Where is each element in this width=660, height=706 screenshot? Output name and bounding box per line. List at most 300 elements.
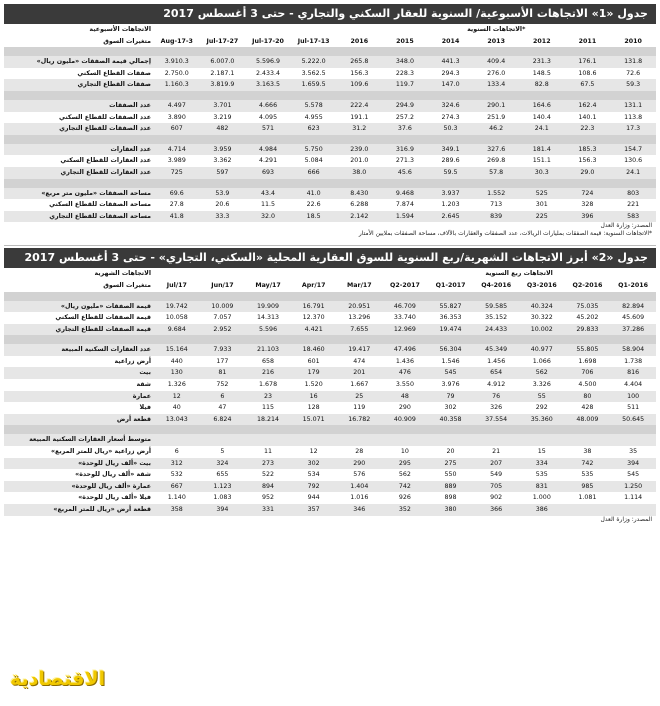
table-cell: 1.066 bbox=[532, 357, 551, 365]
table-cell: 16 bbox=[291, 391, 337, 403]
table-cell: 29.0 bbox=[565, 167, 611, 179]
table-cell: 108.6 bbox=[578, 69, 597, 77]
table-cell: 16.782 bbox=[337, 414, 383, 426]
table-row bbox=[4, 56, 656, 68]
table-cell: 522 bbox=[262, 471, 275, 479]
row-label: قيمة الصفقات للقطاع السكني bbox=[55, 314, 151, 322]
table-cell: 48 bbox=[382, 391, 428, 403]
row-label: مساحة الصفقات للقطاع السكني bbox=[49, 201, 151, 209]
table-cell: 1.667 bbox=[350, 381, 369, 389]
table-cell: 15.164 bbox=[154, 344, 200, 356]
table-cell: 15 bbox=[537, 448, 546, 456]
table-row bbox=[4, 199, 656, 211]
table-cell bbox=[337, 434, 383, 446]
table-cell: 37.286 bbox=[610, 324, 656, 336]
table-cell: 8.430 bbox=[337, 188, 383, 200]
table-cell: 82.894 bbox=[610, 301, 656, 313]
table-cell: 30.3 bbox=[519, 167, 565, 179]
table-row bbox=[4, 79, 656, 91]
table-cell: 894 bbox=[245, 481, 291, 493]
table-cell: 18.460 bbox=[291, 344, 337, 356]
table-cell: 58.904 bbox=[610, 344, 656, 356]
table-cell: 29.833 bbox=[565, 324, 611, 336]
table-cell: 239.0 bbox=[337, 144, 383, 156]
table-cell: 119 bbox=[353, 404, 366, 412]
table-cell: 37.6 bbox=[382, 123, 428, 135]
table-cell: 276.0 bbox=[487, 69, 506, 77]
table-cell: 271.3 bbox=[395, 157, 414, 165]
table-cell: 725 bbox=[154, 167, 200, 179]
row-label: شقة bbox=[136, 381, 151, 389]
table-cell: 7.057 bbox=[213, 314, 232, 322]
table-cell: 5.596 bbox=[245, 324, 291, 336]
table-cell: 177 bbox=[216, 357, 229, 365]
table-cell: 3.163.5 bbox=[245, 79, 291, 91]
table-cell: 597 bbox=[200, 167, 246, 179]
table-cell: 19.417 bbox=[337, 344, 383, 356]
page bbox=[4, 4, 656, 524]
table-cell: 20 bbox=[446, 448, 455, 456]
table-cell: 28 bbox=[355, 448, 364, 456]
table-cell: 3.819.9 bbox=[200, 79, 246, 91]
table-cell: 4.984 bbox=[245, 144, 291, 156]
table-cell bbox=[565, 434, 611, 446]
table-cell: 1.326 bbox=[167, 381, 186, 389]
column-header: Apr/17 bbox=[301, 281, 326, 289]
table-cell: 47 bbox=[218, 404, 227, 412]
table-cell: 4.497 bbox=[154, 100, 200, 112]
weekly-trends-label: الاتجاهات الأسبوعية bbox=[89, 26, 151, 33]
table-cell: 57.8 bbox=[473, 167, 519, 179]
row-label: متوسط أسعار العقارات السكنية المبيعة bbox=[4, 434, 154, 446]
table-cell: 12.969 bbox=[382, 324, 428, 336]
row-label: عدد العقارات السكنية المبيعة bbox=[4, 344, 154, 356]
table-cell: 3.959 bbox=[200, 144, 246, 156]
table-cell: 334 bbox=[519, 458, 565, 470]
table-cell: 1.081 bbox=[578, 494, 597, 502]
market-vars-label: متغيرات السوق bbox=[103, 37, 151, 45]
table-cell: 1.123 bbox=[200, 481, 246, 493]
row-label: شقة «ألف ريال للوحدة» bbox=[75, 471, 151, 479]
table-cell: 40.977 bbox=[519, 344, 565, 356]
table-cell: 12.370 bbox=[302, 314, 325, 322]
table-cell: 292 bbox=[535, 404, 548, 412]
table-cell: 532 bbox=[170, 471, 183, 479]
table-cell: 79 bbox=[428, 391, 474, 403]
table-cell: 6 bbox=[174, 448, 179, 456]
table-cell: 59.585 bbox=[473, 301, 519, 313]
table-cell: 274.3 bbox=[441, 113, 460, 121]
table-cell: 358 bbox=[154, 504, 200, 516]
table-cell: 12 bbox=[309, 448, 318, 456]
table-cell: 40 bbox=[172, 404, 181, 412]
table-cell: 201 bbox=[337, 367, 383, 379]
table1-title: جدول «1» الاتجاهات الأسبوعية/ السنوية للعقار السكني والتجاري - حتى 3 أغسطس 2017 bbox=[4, 4, 656, 24]
table-cell: 59.5 bbox=[428, 167, 474, 179]
table-cell: 482 bbox=[200, 123, 246, 135]
table-row bbox=[4, 312, 656, 324]
table-cell: 803 bbox=[610, 188, 656, 200]
table-cell: 5 bbox=[220, 448, 225, 456]
table-cell: 18.214 bbox=[245, 414, 291, 426]
column-header: 2010 bbox=[624, 37, 642, 45]
table-row bbox=[4, 155, 656, 167]
table-cell: 724 bbox=[565, 188, 611, 200]
table-cell: 3.219 bbox=[213, 113, 232, 121]
row-label: قطعة أرض bbox=[4, 414, 154, 426]
table-cell: 952 bbox=[262, 494, 275, 502]
table1 bbox=[4, 24, 656, 222]
column-header: 2016-Q2 bbox=[572, 281, 603, 289]
table-row bbox=[4, 324, 656, 336]
table-cell: 535 bbox=[581, 471, 594, 479]
table-cell: 290 bbox=[337, 458, 383, 470]
row-label: فيلا bbox=[139, 404, 151, 412]
table-cell: 7.655 bbox=[337, 324, 383, 336]
table-cell: 53.9 bbox=[200, 188, 246, 200]
column-header: Mar/17 bbox=[346, 281, 372, 289]
table-cell: 140.4 bbox=[532, 113, 551, 121]
table-cell: 18.5 bbox=[291, 211, 337, 223]
table-cell bbox=[200, 434, 246, 446]
table-cell: 816 bbox=[610, 367, 656, 379]
row-label: قيمة الصفقات «مليون ريال» bbox=[4, 301, 154, 313]
table-cell: 1.546 bbox=[441, 357, 460, 365]
table-cell: 4.404 bbox=[624, 381, 643, 389]
table-cell bbox=[565, 504, 611, 516]
table-cell: 12 bbox=[154, 391, 200, 403]
table-cell: 24.433 bbox=[473, 324, 519, 336]
table-cell: 440 bbox=[170, 357, 183, 365]
row-label: قيمة الصفقات للقطاع التجاري bbox=[4, 324, 154, 336]
table-cell: 5.578 bbox=[291, 100, 337, 112]
table-cell: 50.3 bbox=[428, 123, 474, 135]
table-cell: 693 bbox=[245, 167, 291, 179]
table-cell: 550 bbox=[444, 471, 457, 479]
table-cell: 40.324 bbox=[519, 301, 565, 313]
table-cell: 25 bbox=[337, 391, 383, 403]
table-cell: 35 bbox=[629, 448, 638, 456]
table-cell: 30.322 bbox=[530, 314, 553, 322]
table-cell: 742 bbox=[565, 458, 611, 470]
table-cell: 3.362 bbox=[213, 157, 232, 165]
table-cell: 571 bbox=[245, 123, 291, 135]
table-cell: 45.6 bbox=[382, 167, 428, 179]
table-cell: 583 bbox=[610, 211, 656, 223]
table-cell: 4.500 bbox=[578, 381, 597, 389]
table-cell: 380 bbox=[428, 504, 474, 516]
table-row bbox=[4, 344, 656, 356]
table-cell: 1.016 bbox=[350, 494, 369, 502]
table-cell: 752 bbox=[216, 381, 229, 389]
row-label: مساحة الصفقات للقطاع التجاري bbox=[4, 211, 154, 223]
table-cell: 13.043 bbox=[154, 414, 200, 426]
table-row bbox=[4, 167, 656, 179]
table-cell: 19.742 bbox=[154, 301, 200, 313]
divider bbox=[4, 238, 656, 246]
table-cell: 5.084 bbox=[304, 157, 323, 165]
table-cell: 133.4 bbox=[473, 79, 519, 91]
group-separator bbox=[4, 335, 656, 344]
group-separator bbox=[4, 91, 656, 100]
table-cell: 2.750.0 bbox=[164, 69, 189, 77]
table-cell: 6.288 bbox=[350, 201, 369, 209]
table-cell: 346 bbox=[337, 504, 383, 516]
table-cell: 147.0 bbox=[428, 79, 474, 91]
table-cell: 331 bbox=[245, 504, 291, 516]
table-cell: 3.989 bbox=[167, 157, 186, 165]
table-cell: 6.824 bbox=[200, 414, 246, 426]
table-cell: 324.6 bbox=[428, 100, 474, 112]
table-cell: 549 bbox=[490, 471, 503, 479]
table-cell: 562 bbox=[398, 471, 411, 479]
row-label: إجمالي قيمة الصفقات «مليون ريال» bbox=[4, 56, 154, 68]
table-cell bbox=[473, 434, 519, 446]
table-cell: 11 bbox=[264, 448, 273, 456]
table-cell: 352 bbox=[382, 504, 428, 516]
table-cell: 607 bbox=[154, 123, 200, 135]
table-cell: 257.2 bbox=[395, 113, 414, 121]
table-cell: 179 bbox=[291, 367, 337, 379]
table-cell: 511 bbox=[627, 404, 640, 412]
table-cell: 216 bbox=[245, 367, 291, 379]
table-cell: 36.353 bbox=[439, 314, 462, 322]
table-cell: 394 bbox=[610, 458, 656, 470]
row-label: بيت bbox=[4, 367, 154, 379]
table-cell: 156.3 bbox=[350, 69, 369, 77]
column-header: 2016-Q4 bbox=[481, 281, 512, 289]
table-cell: 289.6 bbox=[441, 157, 460, 165]
table-row bbox=[4, 469, 656, 481]
table-row bbox=[4, 123, 656, 135]
column-header: May/17 bbox=[255, 281, 281, 289]
table-cell: 10.058 bbox=[165, 314, 188, 322]
table-row bbox=[4, 379, 656, 391]
table-cell: 55.805 bbox=[565, 344, 611, 356]
table1-header-row bbox=[4, 36, 656, 48]
table-cell: 269.8 bbox=[487, 157, 506, 165]
table-cell: 251.9 bbox=[487, 113, 506, 121]
table-cell: 273 bbox=[245, 458, 291, 470]
table-cell: 944 bbox=[307, 494, 320, 502]
table-cell: 100 bbox=[610, 391, 656, 403]
table-cell: 162.4 bbox=[565, 100, 611, 112]
table-cell: 10.009 bbox=[200, 301, 246, 313]
column-header: 20-Jul-17 bbox=[252, 37, 284, 45]
table-cell: 35.152 bbox=[485, 314, 508, 322]
table-cell: 792 bbox=[291, 481, 337, 493]
table-cell: 156.3 bbox=[578, 157, 597, 165]
table-cell: 207 bbox=[473, 458, 519, 470]
table-cell: 201.0 bbox=[350, 157, 369, 165]
table-cell: 82.8 bbox=[519, 79, 565, 91]
table-cell: 302 bbox=[444, 404, 457, 412]
table-cell: 601 bbox=[307, 357, 320, 365]
table-cell: 5.596.9 bbox=[245, 56, 291, 68]
row-label: عمارة bbox=[4, 391, 154, 403]
table-cell: 4.714 bbox=[154, 144, 200, 156]
table-cell: 14.313 bbox=[257, 314, 280, 322]
table-cell: 1.404 bbox=[337, 481, 383, 493]
table-cell: 742 bbox=[382, 481, 428, 493]
table-cell: 176.1 bbox=[565, 56, 611, 68]
table-cell: 831 bbox=[519, 481, 565, 493]
table-cell: 357 bbox=[291, 504, 337, 516]
table-row bbox=[4, 367, 656, 379]
table-cell: 706 bbox=[565, 367, 611, 379]
table-cell: 3.976 bbox=[441, 381, 460, 389]
table-cell bbox=[428, 434, 474, 446]
table-cell: 898 bbox=[444, 494, 457, 502]
table-cell: 185.3 bbox=[565, 144, 611, 156]
table1-note-annual: *الاتجاهات السنوية: قيمة الصفقات بمليارات الريالات، عدد الصفقات والعقارات بالآلاف، مساحة الصفقات بملايين الأمتار bbox=[358, 230, 652, 238]
column-header: 2014 bbox=[441, 37, 460, 45]
table-cell: 22.6 bbox=[306, 201, 321, 209]
table-cell: 525 bbox=[519, 188, 565, 200]
table-cell: 35.360 bbox=[519, 414, 565, 426]
table-cell: 902 bbox=[490, 494, 503, 502]
table-row bbox=[4, 356, 656, 368]
table-cell: 33.3 bbox=[200, 211, 246, 223]
table-cell: 1.114 bbox=[624, 494, 643, 502]
table-cell: 48.009 bbox=[565, 414, 611, 426]
table-cell: 47.496 bbox=[382, 344, 428, 356]
table-cell: 148.5 bbox=[532, 69, 551, 77]
column-header: Jun/17 bbox=[211, 281, 234, 289]
table-cell: 41.8 bbox=[154, 211, 200, 223]
table-cell: 11.5 bbox=[261, 201, 276, 209]
table-cell: 4.095 bbox=[259, 113, 278, 121]
table-cell: 3.562.5 bbox=[301, 69, 326, 77]
table-cell bbox=[610, 434, 656, 446]
table-cell: 76 bbox=[473, 391, 519, 403]
table-cell: 3.890 bbox=[167, 113, 186, 121]
table-cell: 9.468 bbox=[382, 188, 428, 200]
table-cell: 545 bbox=[428, 367, 474, 379]
table-cell: 221 bbox=[627, 201, 640, 209]
table-cell: 667 bbox=[154, 481, 200, 493]
table-cell: 40.909 bbox=[382, 414, 428, 426]
table-cell: 294.3 bbox=[441, 69, 460, 77]
column-header: 2013 bbox=[487, 37, 505, 45]
table-cell: 1.436 bbox=[395, 357, 414, 365]
table-cell: 275 bbox=[428, 458, 474, 470]
table-cell: 4.955 bbox=[304, 113, 323, 121]
table-row bbox=[4, 504, 656, 516]
row-label: صفقات القطاع السكني bbox=[77, 69, 151, 77]
table-cell: 16.791 bbox=[291, 301, 337, 313]
table-row bbox=[4, 112, 656, 124]
table-cell: 5.750 bbox=[291, 144, 337, 156]
table-cell: 80 bbox=[565, 391, 611, 403]
table-cell: 326 bbox=[490, 404, 503, 412]
table-cell: 3.701 bbox=[200, 100, 246, 112]
table-cell: 290 bbox=[398, 404, 411, 412]
table-cell: 45.202 bbox=[576, 314, 599, 322]
row-label: عدد العقارات bbox=[4, 144, 154, 156]
table-cell: 1.738 bbox=[624, 357, 643, 365]
table-cell: 428 bbox=[581, 404, 594, 412]
table-cell: 10.002 bbox=[519, 324, 565, 336]
table-cell: 17.3 bbox=[610, 123, 656, 135]
table-cell: 2.952 bbox=[200, 324, 246, 336]
table-cell: 655 bbox=[216, 471, 229, 479]
column-header: 2011 bbox=[578, 37, 597, 45]
table-cell: 2.433.4 bbox=[256, 69, 281, 77]
table1-note-source: المصدر: وزارة العدل bbox=[600, 222, 652, 230]
table-cell: 38.0 bbox=[337, 167, 383, 179]
row-label: عدد الصفقات bbox=[4, 100, 154, 112]
table-row bbox=[4, 402, 656, 414]
table-cell: 151.1 bbox=[532, 157, 551, 165]
annual-trends-label: الاتجاهات السنوية* bbox=[467, 26, 526, 33]
table-cell: 181.4 bbox=[519, 144, 565, 156]
table-cell: 131.1 bbox=[610, 100, 656, 112]
table-cell: 22.3 bbox=[565, 123, 611, 135]
table-cell: 4.666 bbox=[245, 100, 291, 112]
table-cell: 324 bbox=[200, 458, 246, 470]
table-cell: 37.554 bbox=[473, 414, 519, 426]
table-cell: 3.550 bbox=[395, 381, 414, 389]
column-header: 27-Jul-17 bbox=[206, 37, 239, 45]
row-label: أرض زراعية bbox=[114, 357, 151, 365]
column-header: 2017-Q1 bbox=[435, 281, 466, 289]
table-cell: 4.421 bbox=[291, 324, 337, 336]
table-cell: 32.0 bbox=[245, 211, 291, 223]
table-cell: 130 bbox=[154, 367, 200, 379]
table-cell: 59.3 bbox=[610, 79, 656, 91]
table-row bbox=[4, 458, 656, 470]
table-cell: 4.291 bbox=[259, 157, 278, 165]
table-cell: 41.0 bbox=[291, 188, 337, 200]
table-cell: 705 bbox=[473, 481, 519, 493]
table-cell: 576 bbox=[353, 471, 366, 479]
table-cell: 328 bbox=[581, 201, 594, 209]
row-label: بيت «ألف ريال للوحدة» bbox=[4, 458, 154, 470]
column-header: 2016 bbox=[350, 37, 369, 45]
table-row bbox=[4, 446, 656, 458]
table-cell: 409.4 bbox=[473, 56, 519, 68]
table-cell: 4.912 bbox=[487, 381, 506, 389]
table2-header-row bbox=[4, 280, 656, 292]
table-cell: 225 bbox=[519, 211, 565, 223]
row-label: عدد العقارات للقطاع السكني bbox=[60, 157, 151, 165]
table-row bbox=[4, 481, 656, 493]
table-cell: 348.0 bbox=[382, 56, 428, 68]
table2-note-source: المصدر: وزارة العدل bbox=[600, 515, 652, 523]
table-cell: 1.594 bbox=[382, 211, 428, 223]
table-cell: 985 bbox=[565, 481, 611, 493]
table-cell bbox=[154, 434, 200, 446]
table-cell: 228.3 bbox=[395, 69, 414, 77]
table-cell: 55 bbox=[519, 391, 565, 403]
table-cell: 889 bbox=[428, 481, 474, 493]
table-row bbox=[4, 100, 656, 112]
table-cell: 666 bbox=[291, 167, 337, 179]
table-cell: 154.7 bbox=[610, 144, 656, 156]
row-label: فيلا «ألف ريال للوحدة» bbox=[78, 494, 151, 502]
table-cell: 38 bbox=[583, 448, 592, 456]
table-cell: 1.678 bbox=[259, 381, 278, 389]
table-cell: 1.698 bbox=[578, 357, 597, 365]
table-cell: 3.326 bbox=[532, 381, 551, 389]
table-cell: 115 bbox=[262, 404, 275, 412]
table-cell: 265.8 bbox=[337, 56, 383, 68]
group-separator bbox=[4, 179, 656, 188]
table2 bbox=[4, 268, 656, 515]
table-cell: 316.9 bbox=[382, 144, 428, 156]
table-cell: 19.474 bbox=[428, 324, 474, 336]
